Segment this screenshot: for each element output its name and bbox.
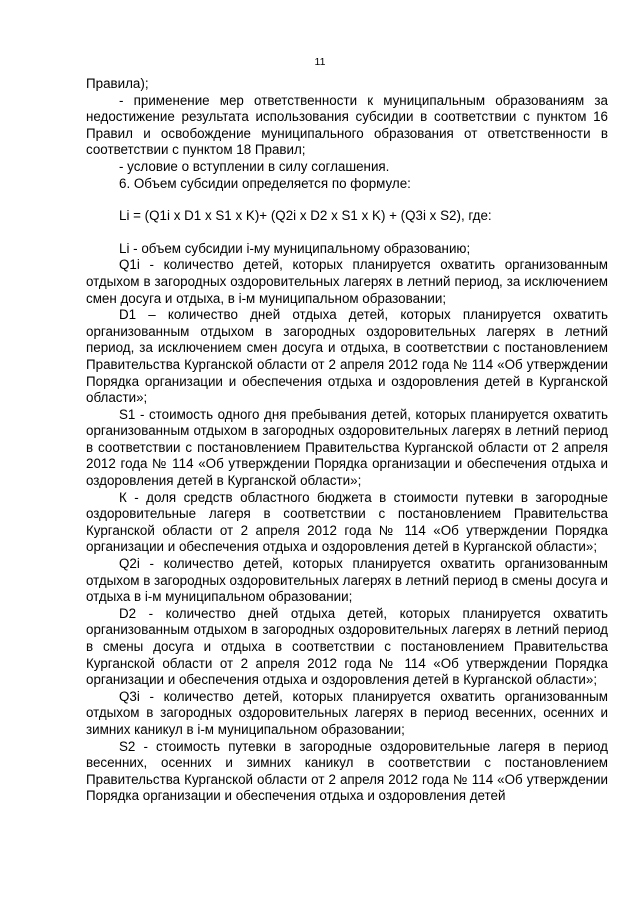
page-number: 11 [314, 56, 326, 68]
definition-s1: S1 - стоимость одного дня пребывания детей, которых планируется охватить организованным отдыхом в загородных оздоровительных лагерях в летний период в соответствии с постановлением Правительства Курганской области от 2 апреля 2012 года № 114 «Об утверждении Порядка организации и обеспечения отдыха и оздоровления детей в Курганской области»; [86, 406, 608, 489]
definition-k: К - доля средств областного бюджета в стоимости путевки в загородные оздоровительные лагеря в соответствии с постановлением Правительства Курганской области от 2 апреля 2012 года № 114 «Об утверждении Порядка организации и обеспечения отдыха и оздоровления детей в Курганской области»; [86, 489, 608, 555]
paragraph-formula-intro: 6. Объем субсидии определяется по формуле: [119, 175, 411, 191]
paragraph-responsibility: - применение мер ответственности к муниципальным образованиям за недостижение результата использования субсидии в соответствии с пунктом 16 Правил и освобождение муниципального образования от ответственности в соответствии с пунктом 18 Правил; [86, 92, 608, 158]
paragraph-entry-into-force: - условие о вступлении в силу соглашения. [119, 158, 390, 174]
definition-q1i: Q1i - количество детей, которых планируется охватить организованным отдыхом в загородных оздоровительных лагерях в летний период, за исключением смен досуга и отдыха, в i-м муниципальном образовании; [86, 257, 608, 306]
paragraph-continuation: Правила); [86, 76, 149, 91]
definition-q3i: Q3i - количество детей, которых планируется охватить организованным отдыхом в загородных оздоровительных лагерях в период весенних, осенних и зимних каникул в i-м муниципальном образовании; [86, 688, 608, 737]
definition-q2i: Q2i - количество детей, которых планируется охватить организованным отдыхом в загородных оздоровительных лагерях в летний период в смены досуга и отдыха в i-м муниципальном образовании; [86, 556, 608, 605]
definition-li: Li - объем субсидии i-му муниципальному образованию; [119, 240, 471, 256]
formula: Li = (Q1i x D1 x S1 x K)+ (Q2i x D2 x S1 x K) + (Q3i x S2), где: [119, 208, 492, 224]
definition-s2: S2 - стоимость путевки в загородные оздоровительные лагеря в период весенних, осенних и зимних каникул в соответствии с постановлением Правительства Курганской области от 2 апреля 2012 года № 114 «Об утверждении Порядка организации и обеспечения отдыха и оздоровления детей [86, 738, 608, 804]
definition-d1: D1 – количество дней отдыха детей, которых планируется охватить организованным отдыхом в загородных оздоровительных лагерях в летний период, за исключением смен досуга и отдыха, в соответствии с постановлением Правительства Курганской области от 2 апреля 2012 года № 114 «Об утверждении Порядка организации и обеспечения отдыха и оздоровления детей в Курганской области»; [86, 307, 608, 406]
document-body [86, 76, 608, 805]
definition-d2: D2 - количество дней отдыха детей, которых планируется охватить организованным отдыхом в загородных оздоровительных лагерях в летний период в смены досуга и отдыха в соответствии с постановлением Правительства Курганской области от 2 апреля 2012 года № 114 «Об утверждении Порядка организации и обеспечения отдыха и оздоровления детей в Курганской области»; [86, 605, 608, 688]
